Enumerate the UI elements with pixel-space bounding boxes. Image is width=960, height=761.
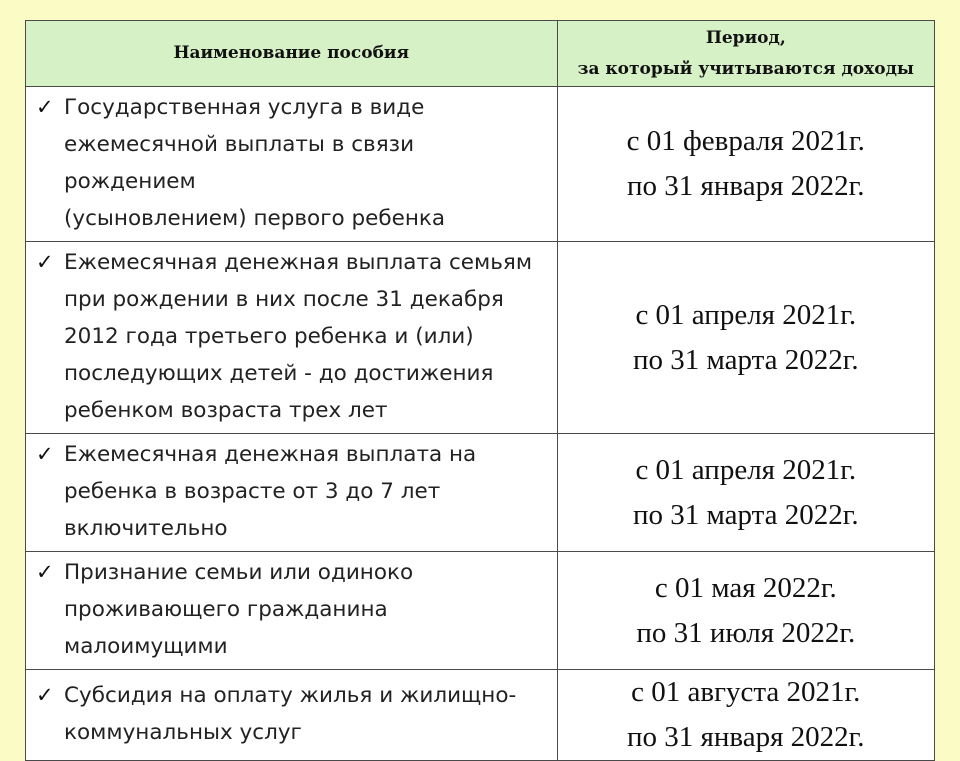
period-from: с 01 февраля 2021г.	[626, 125, 865, 157]
benefit-name-cell	[26, 552, 558, 670]
period-cell	[557, 552, 934, 670]
header-benefit-name: Наименование пособия	[26, 21, 558, 87]
table-row	[26, 242, 935, 434]
header-period	[557, 21, 934, 87]
table-row	[26, 552, 935, 670]
period-cell	[557, 434, 934, 552]
checkmark-icon: ✓	[36, 95, 54, 119]
period-to: по 31 июля 2022г.	[636, 616, 856, 649]
period-from: с 01 мая 2022г.	[654, 571, 837, 604]
benefits-table	[25, 20, 935, 761]
benefit-name-cell	[26, 242, 558, 434]
header-period-line1: Период,	[705, 27, 786, 48]
benefit-name-cell	[26, 434, 558, 552]
period-from: с 01 апреля 2021г.	[635, 453, 857, 486]
period-from: с 01 апреля 2021г.	[635, 298, 857, 331]
table-row	[26, 434, 935, 552]
benefit-name-cell	[26, 670, 558, 761]
period-to: по 31 января 2022г.	[627, 721, 865, 753]
benefit-name: Ежемесячная денежная выплата на ребенка в возрасте от 3 до 7 лет включительно	[64, 442, 477, 541]
checkmark-icon: ✓	[36, 250, 54, 274]
benefit-name: Субсидия на оплату жилья и жилищно- коммунальных услуг	[64, 683, 517, 745]
benefit-name-cell	[26, 87, 558, 242]
period-to: по 31 марта 2022г.	[632, 343, 859, 376]
header-period-line2: за который учитываются доходы	[577, 58, 914, 79]
table-row	[26, 87, 935, 242]
benefit-name: Государственная услуга в виде ежемесячной выплаты в связи рождением (усыновлением) первого ребенка	[64, 95, 446, 231]
period-to: по 31 января 2022г.	[627, 170, 865, 202]
period-cell	[557, 242, 934, 434]
benefit-name: Ежемесячная денежная выплата семьям при рождении в них после 31 декабря 2012 года третьего ребенка и (или) последующих детей - до достижения ребенком возраста трех лет	[64, 250, 533, 423]
period-from: с 01 августа 2021г.	[631, 676, 861, 708]
table-row	[26, 670, 935, 761]
benefit-name: Признание семьи или одиноко проживающего гражданина малоимущими	[64, 560, 414, 659]
checkmark-icon: ✓	[36, 442, 54, 466]
period-cell	[557, 87, 934, 242]
checkmark-icon: ✓	[36, 683, 54, 707]
checkmark-icon: ✓	[36, 560, 54, 584]
table-header-row	[26, 21, 935, 87]
period-cell	[557, 670, 934, 761]
period-to: по 31 марта 2022г.	[632, 498, 859, 531]
